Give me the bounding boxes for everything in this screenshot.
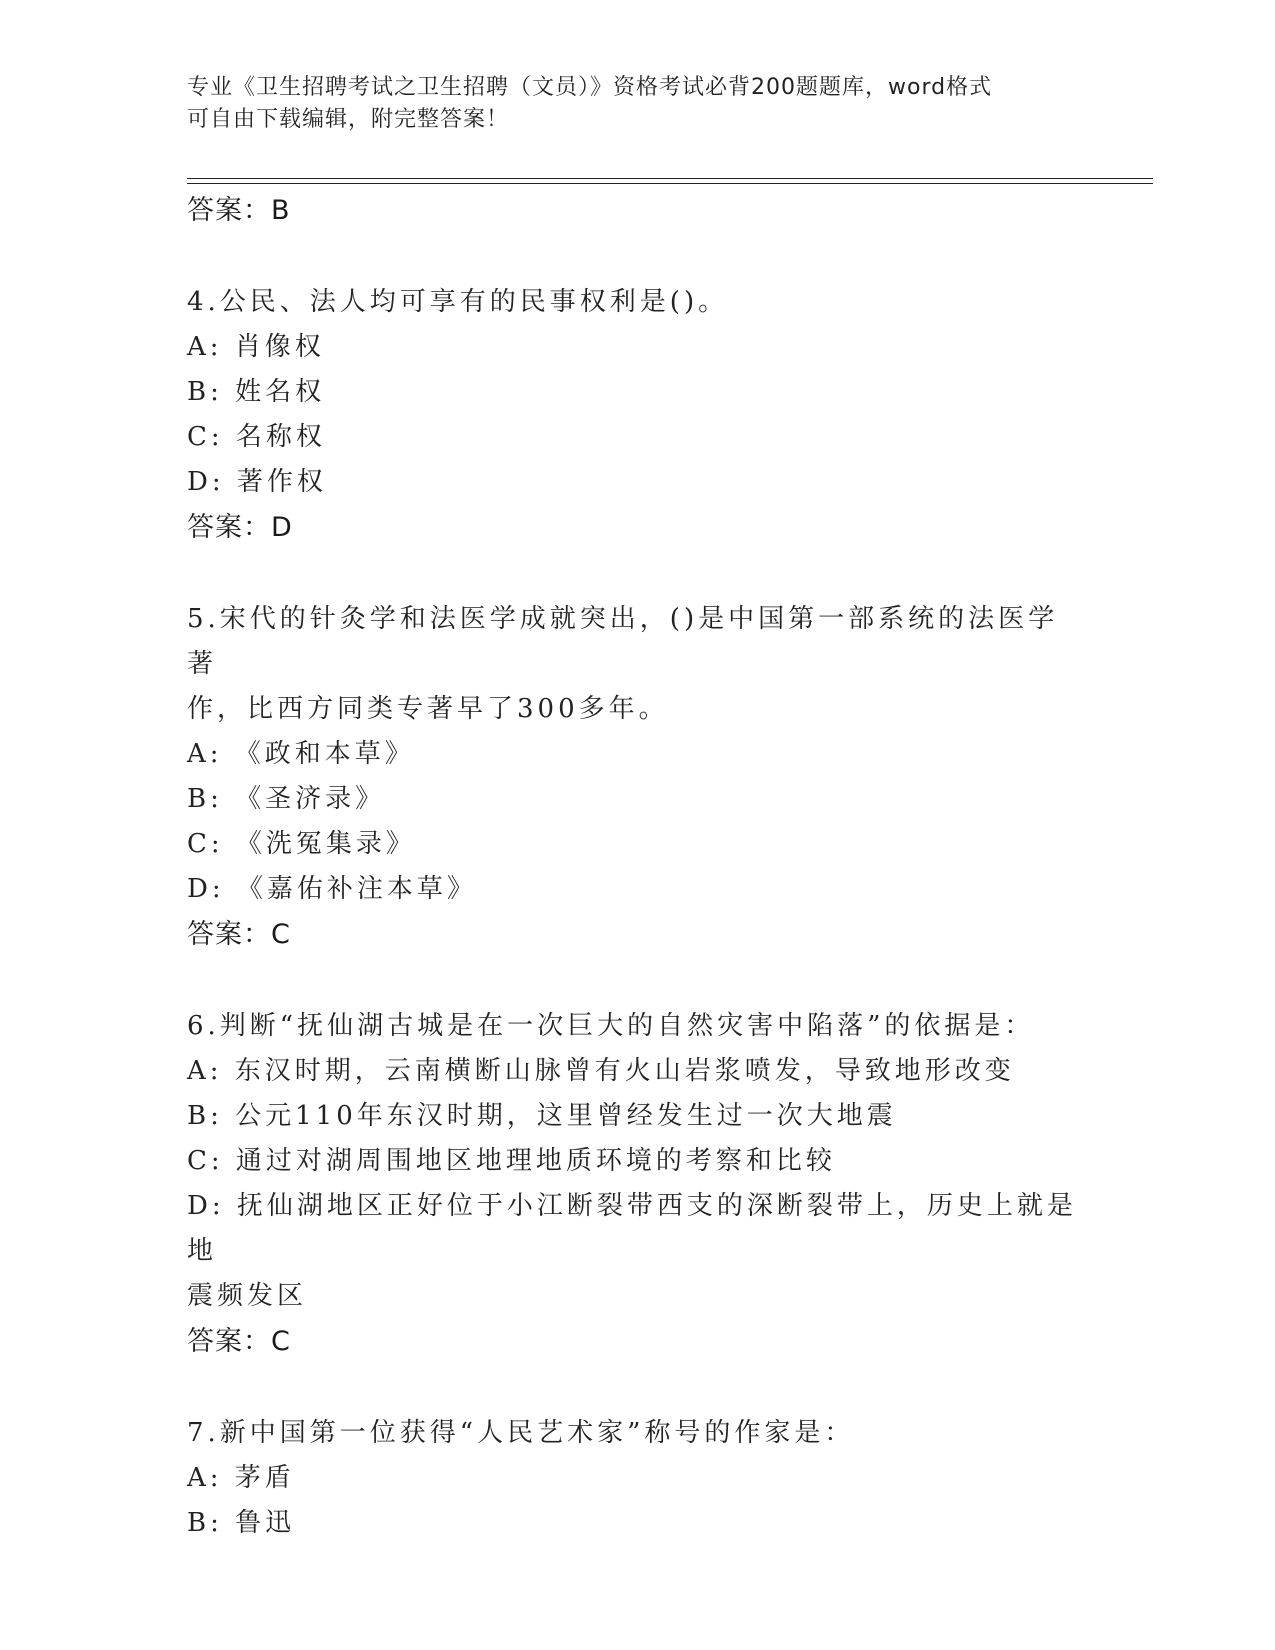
- question-text: 4.公民、法人均可享有的民事权利是()。: [187, 287, 729, 317]
- spacer: [187, 233, 1087, 280]
- spacer: [187, 957, 1087, 1004]
- spacer: [187, 1364, 1087, 1411]
- option-b: B: 《圣济录》: [187, 784, 386, 814]
- option-b: B: 公元110年东汉时期，这里曾经发生过一次大地震: [187, 1101, 897, 1131]
- option-d: D: 《嘉佑补注本草》: [187, 874, 477, 904]
- option-c: C: 《洗冤集录》: [187, 829, 416, 859]
- question-text: 7.新中国第一位获得“人民艺术家”称号的作家是：: [187, 1418, 855, 1448]
- header-title-line-2: 可自由下载编辑，附完整答案！: [187, 107, 510, 132]
- option-d-line-2: 震频发区: [187, 1281, 308, 1311]
- answer-label: 答案：D: [187, 512, 293, 543]
- answer-label: 答案：C: [187, 919, 291, 950]
- document-body: [187, 188, 1087, 1546]
- header-divider: [187, 178, 1153, 184]
- header-title-line-1: 专业《卫生招聘考试之卫生招聘（文员）》资格考试必背200题题库，word格式: [187, 75, 993, 100]
- option-b: B: 姓名权: [187, 377, 326, 407]
- option-d-line-1: D: 抚仙湖地区正好位于小江断裂带西支的深断裂带上，历史上就是地: [187, 1191, 1077, 1266]
- option-a: A: 《政和本草》: [187, 739, 415, 769]
- document-header: [187, 72, 1067, 136]
- option-b: B: 鲁迅: [187, 1508, 296, 1538]
- answer-label: 答案：C: [187, 1326, 291, 1357]
- option-a: A: 茅盾: [187, 1463, 295, 1493]
- question-block: [187, 1004, 1087, 1364]
- question-block: [187, 1411, 1087, 1546]
- question-text-line-2: 作，比西方同类专著早了300多年。: [187, 694, 669, 724]
- question-block: [187, 597, 1087, 957]
- answer-label: 答案：B: [187, 195, 291, 226]
- question-block: [187, 280, 1087, 550]
- question-text-line-1: 5.宋代的针灸学和法医学成就突出，()是中国第一部系统的法医学著: [187, 604, 1059, 679]
- option-a: A: 东汉时期，云南横断山脉曾有火山岩浆喷发，导致地形改变: [187, 1056, 1015, 1086]
- option-d: D: 著作权: [187, 467, 327, 497]
- spacer: [187, 550, 1087, 597]
- option-c: C: 名称权: [187, 422, 326, 452]
- option-c: C: 通过对湖周围地区地理地质环境的考察和比较: [187, 1146, 836, 1176]
- question-text: 6.判断“抚仙湖古城是在一次巨大的自然灾害中陷落”的依据是：: [187, 1011, 1035, 1041]
- option-a: A: 肖像权: [187, 332, 325, 362]
